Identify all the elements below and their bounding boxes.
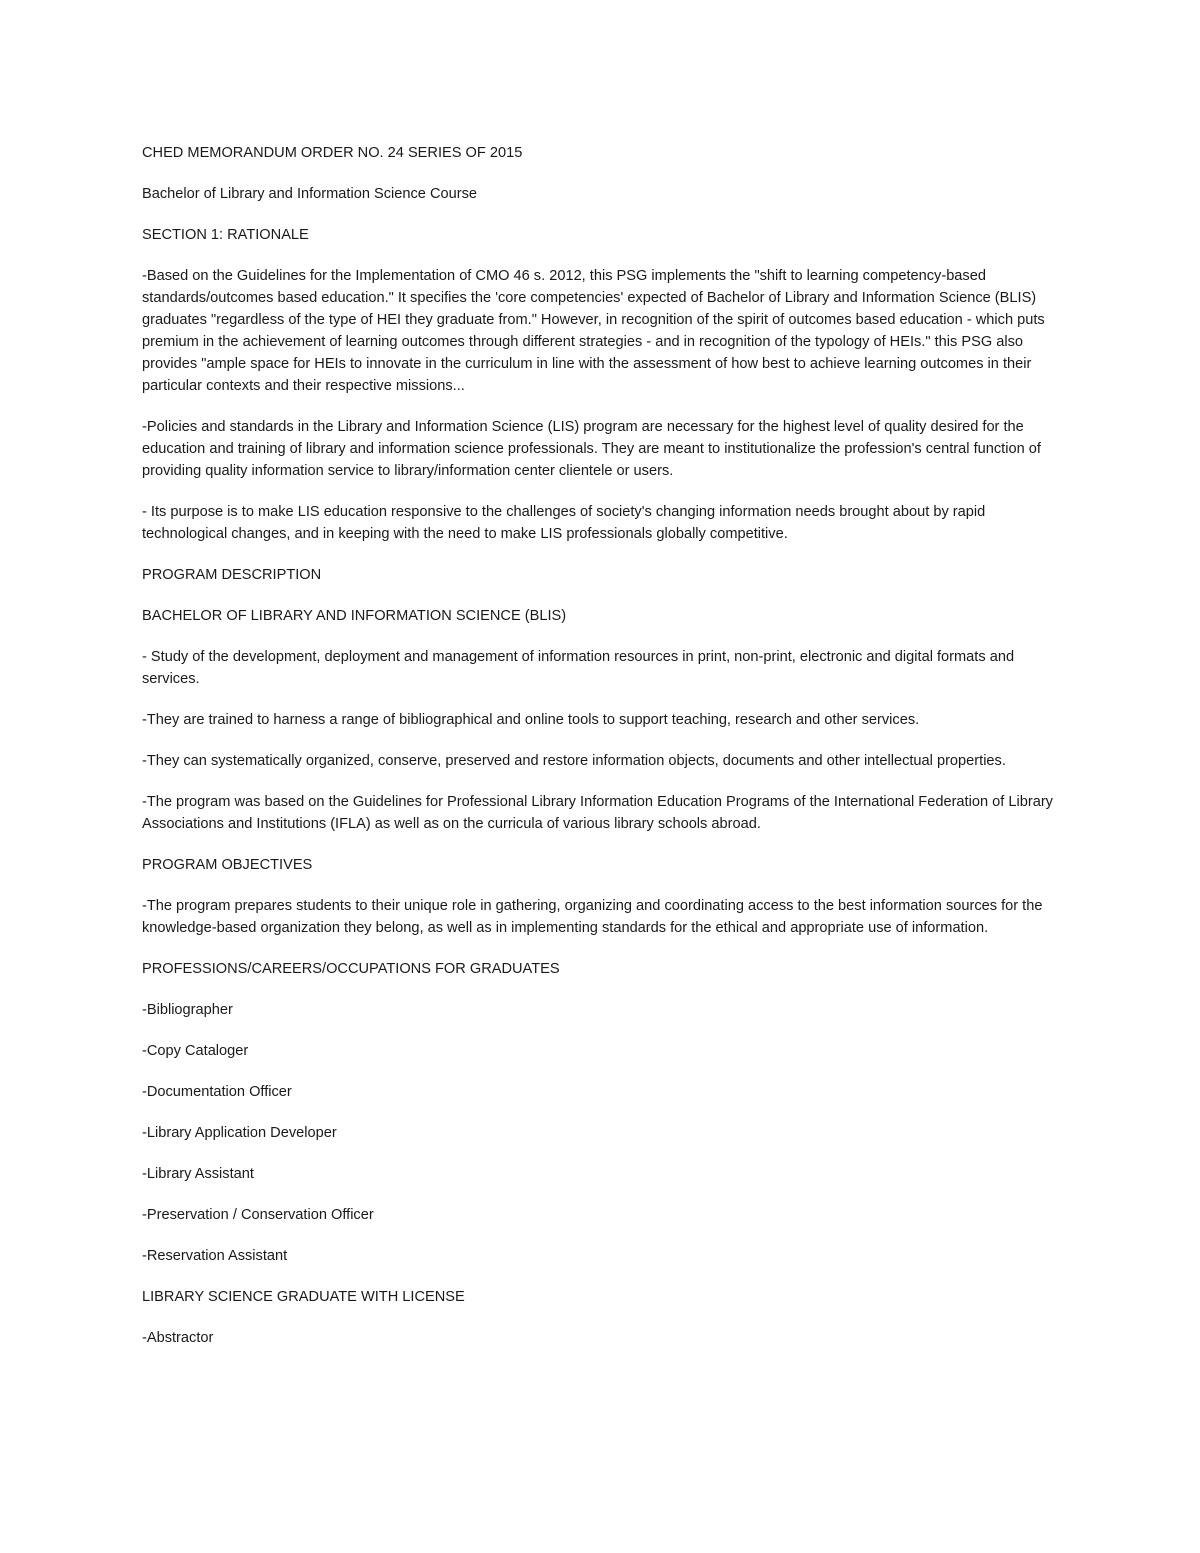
career-item: -Library Application Developer [142,1125,337,1141]
career-item: -Copy Cataloger [142,1043,249,1059]
career-item: -Library Assistant [142,1166,254,1182]
blis-heading: BACHELOR OF LIBRARY AND INFORMATION SCIENCE (BLIS) [142,608,567,624]
program-objectives-paragraph: -The program prepares students to their unique role in gathering, organizing and coordinating access to the best information sources for the knowledge-based organization they belong, as well as in implementing standards for the ethical and appropriate use of information. [142,898,1043,936]
career-item: -Reservation Assistant [142,1248,288,1264]
program-objectives-heading: PROGRAM OBJECTIVES [142,857,313,873]
section-rationale-heading: SECTION 1: RATIONALE [142,227,309,243]
licensed-item: -Abstractor [142,1330,214,1346]
program-description-heading: PROGRAM DESCRIPTION [142,567,322,583]
rationale-paragraph: -Based on the Guidelines for the Implementation of CMO 46 s. 2012, this PSG implements the "shift to learning competency-based standards/outcomes based education." It specifies the 'core competencies' expected of Bachelor of Library and Information Science (BLIS) graduates "regardless of the type of HEI they graduate from." However, in recognition of the spirit of outcomes based education - which puts premium in the achievement of learning outcomes through different strategies - and in recognition of the typology of HEIs." this PSG also provides "ample space for HEIs to innovate in the curriculum in line with the assessment of how best to achieve learning outcomes in their particular contexts and their respective missions... [142,268,1045,394]
program-description-paragraph: -They can systematically organized, conserve, preserved and restore information objects, documents and other intellectual properties. [142,753,1006,769]
rationale-paragraph: -Policies and standards in the Library and Information Science (LIS) program are necessary for the highest level of quality desired for the education and training of library and information science professionals. They are meant to institutionalize the profession's central function of providing quality information service to library/information center clientele or users. [142,419,1041,479]
rationale-paragraph: - Its purpose is to make LIS education responsive to the challenges of society's changing information needs brought about by rapid technological changes, and in keeping with the need to make LIS professionals globally competitive. [142,504,986,542]
career-item: -Preservation / Conservation Officer [142,1207,374,1223]
program-description-paragraph: -They are trained to harness a range of bibliographical and online tools to support teaching, research and other services. [142,712,920,728]
document-title: CHED MEMORANDUM ORDER NO. 24 SERIES OF 2015 [142,145,523,161]
licensed-heading: LIBRARY SCIENCE GRADUATE WITH LICENSE [142,1289,465,1305]
career-item: -Documentation Officer [142,1084,292,1100]
document-subtitle: Bachelor of Library and Information Science Course [142,186,478,202]
career-item: -Bibliographer [142,1002,233,1018]
program-description-paragraph: -The program was based on the Guidelines for Professional Library Information Education Programs of the International Federation of Library Associations and Institutions (IFLA) as well as on the curricula of various library schools abroad. [142,794,1053,832]
document-body [142,142,1060,1368]
careers-heading: PROFESSIONS/CAREERS/OCCUPATIONS FOR GRADUATES [142,961,560,977]
program-description-paragraph: - Study of the development, deployment and management of information resources in print, non-print, electronic and digital formats and services. [142,649,1015,687]
